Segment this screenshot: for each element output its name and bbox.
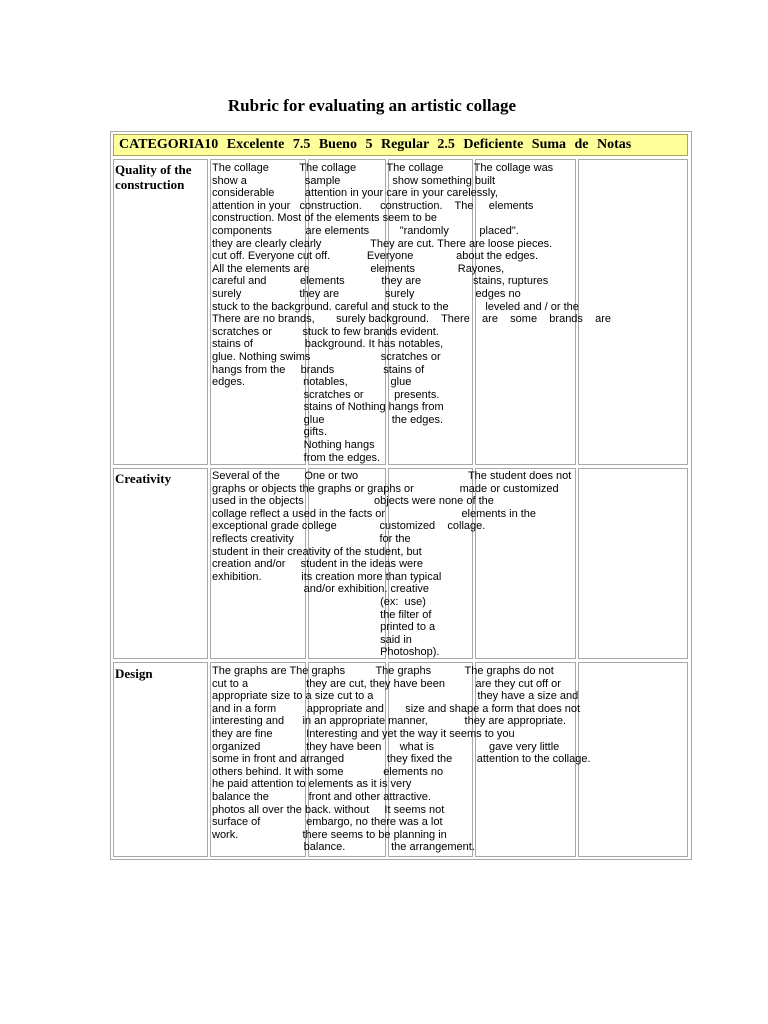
table-cell (113, 468, 208, 659)
page-title: Rubric for evaluating an artistic collage (227, 96, 517, 115)
table-cell (113, 159, 208, 465)
table-cell (578, 662, 688, 857)
row-label-design: Design (115, 666, 153, 681)
table-cell (113, 662, 208, 857)
table-header: CATEGORIA10 Excelente 7.5 Bueno 5 Regular 2.5 Deficiente Suma de Notas (113, 134, 688, 156)
row-text-creativity: Several of the One or two The student does not graphs or objects the graphs or graphs or made or customized used in the objects objects were none of the collage reflect a used in the facts or elements in the exceptional grade college customized collage. reflects creativity for the student in their creativity of the student, but creation and/or student in the ideas were exhibition. its creation more than typical and/or exhibition. creative (ex: use) the filter of printed to a said in Photoshop). (212, 470, 572, 659)
row-label-creativity: Creativity (115, 471, 172, 486)
table-cell (578, 468, 688, 659)
row-label-quality: Quality of the construction (115, 162, 192, 192)
row-text-design: The graphs are The graphs The graphs The graphs do not cut to a they are cut, they have been are they cut off or appropriate size to a size cut to a they have a size and and in a form appropriate and size and shape a form that does not interesting and in an appropriate manner, they are appropriate. they are fine Interesting and yet the way it seems to you organized they have been what is gave very little some in front and arranged they fixed the attention to the collage. others behind. It with some elements no he paid attention to elements as it is very balance the front and other attractive. photos all over the back. without It seems not surface of embargo, no there was a lot work. there seems to be planning in balance. the arrangement. (212, 665, 591, 854)
row-text-quality: The collage The collage The collage The collage was show a sample show something built considerable attention in your care in your carelessly, attention in your construction. construction. The elements construction. Most of the elements seem to be components are elements "randomly placed". they are clearly clearly They are cut. There are loose pieces. cut off. Everyone cut off. Everyone about the edges. All the elements are elements Rayones, careful and elements they are stains, ruptures surely they are surely edges no stuck to the background. careful and stuck to the leveled and / or the There are no brands, surely background. There are some brands are scratches or stuck to few brands evident. stains of background. It has notables, glue. Nothing swims scratches or hangs from the brands stains of edges. notables, glue scratches or presents. stains of Nothing hangs from glue the edges. gifts. Nothing hangs from the edges. (212, 162, 612, 464)
